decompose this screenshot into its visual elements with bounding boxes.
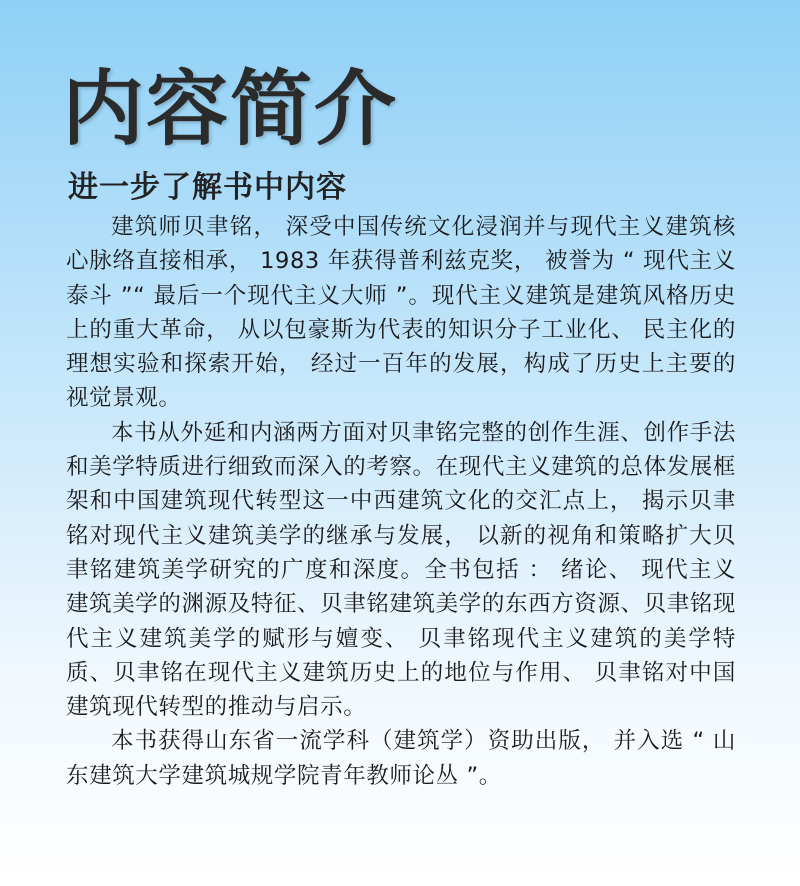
intro-body (66, 210, 736, 793)
page-subtitle: 进一步了解书中内容 (68, 170, 347, 205)
page-title: 内容简介 (62, 62, 399, 157)
intro-paragraph-3: 本书获得山东省一流学科（建筑学）资助出版， 并入选 “ 山东建筑大学建筑城规学院青年教师论丛 ”。 (66, 728, 736, 789)
intro-paragraph-2: 本书从外延和内涵两方面对贝聿铭完整的创作生涯、创作手法和美学特质进行细致而深入的考察。在现代主义建筑的总体发展框架和中国建筑现代转型这一中西建筑文化的交汇点上， 揭示贝聿铭对现代主义建筑美学的继承与发展， 以新的视角和策略扩大贝聿铭建筑美学研究的广度和深度。全书包括 ： 绪论、 现代主义建筑美学的渊源及特征、贝聿铭建筑美学的东西方资源、贝聿铭现代主义建筑美学的赋形与嬗变、 贝聿铭现代主义建筑的美学特质、贝聿铭在现代主义建筑历史上的地位与作用、 贝聿铭对中国建筑现代转型的推动与启示。 (66, 419, 736, 721)
intro-paragraph-1: 建筑师贝聿铭， 深受中国传统文化浸润并与现代主义建筑核心脉络直接相承， 1983 年获得普利兹克奖， 被誉为 “ 现代主义泰斗 ”“ 最后一个现代主义大师 ”。现代主义建筑是建筑风格历史上的重大革命， 从以包豪斯为代表的知识分子工业化、 民主化的理想实验和探索开始， 经过一百年的发展，构成了历史上主要的视觉景观。 (66, 214, 736, 412)
